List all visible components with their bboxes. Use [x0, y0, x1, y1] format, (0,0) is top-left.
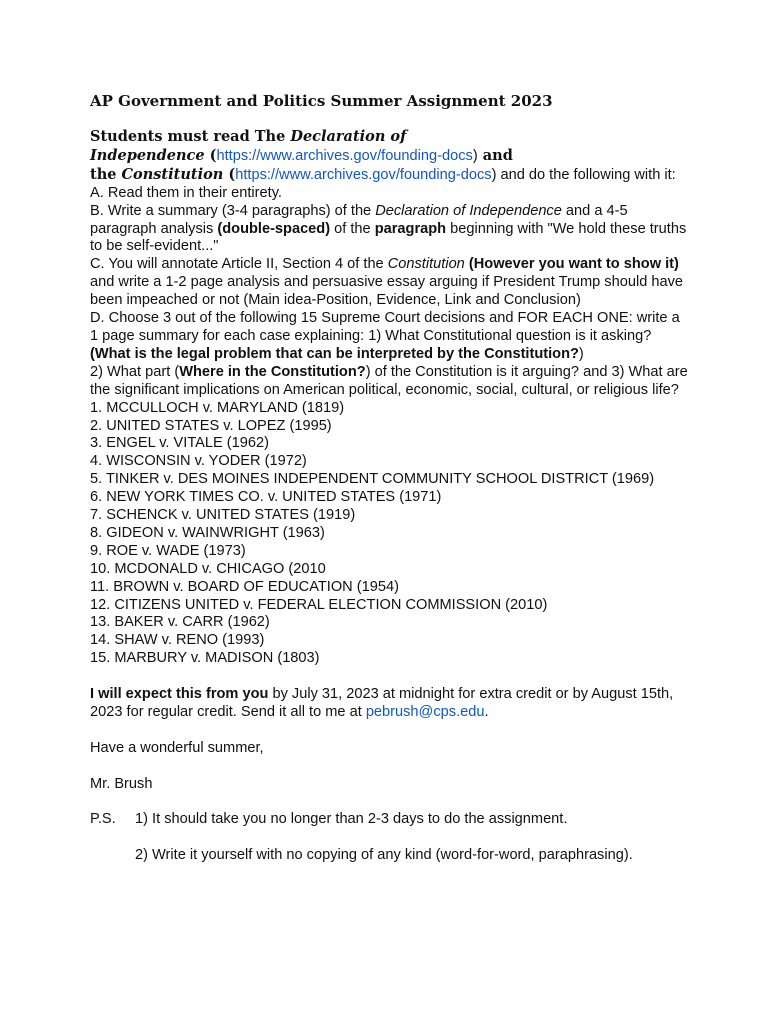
ps-row	[90, 811, 690, 829]
intro-paragraph	[90, 128, 690, 185]
item-c-text-3: and write a 1-2 page analysis and persuasive essay arguing if President Trump should have been impeached or not (Main idea-Position, Evidence, Link and Conclusion)	[90, 274, 684, 309]
case-item: 13. BAKER v. CARR (1962)	[90, 614, 270, 631]
case-item: 2. UNITED STATES v. LOPEZ (1995)	[90, 417, 332, 434]
item-d-text-4: ) of the Constitution is it arguing? and 3) What are the significant implications on American political, economic, social, cultural, or religious life?	[90, 363, 688, 398]
case-item: 14. SHAW v. RENO (1993)	[90, 632, 265, 649]
archives-link-1[interactable]: https://www.archives.gov/founding-docs	[216, 147, 473, 164]
item-b-declaration: Declaration of Independence	[375, 202, 562, 219]
case-item: 10. MCDONALD v. CHICAGO (2010	[90, 560, 326, 577]
item-b-text-1: B. Write a summary (3-4 paragraphs) of the	[90, 202, 376, 219]
case-item: 5. TINKER v. DES MOINES INDEPENDENT COMMUNITY SCHOOL DISTRICT (1969)	[90, 471, 655, 488]
document-page	[90, 90, 690, 865]
ps-line-2: 2) Write it yourself with no copying of any kind (word-for-word, paraphrasing).	[135, 847, 633, 864]
the-word: the	[90, 165, 122, 183]
item-c	[90, 256, 690, 310]
case-item: 9. ROE v. WADE (1973)	[90, 542, 246, 559]
and-word: and	[477, 146, 513, 164]
item-d	[90, 310, 690, 400]
spacer	[90, 793, 690, 811]
item-b-text-4: beginning with "We hold these truths to be self-evident..."	[90, 220, 687, 255]
constitution-title: Constitution	[121, 165, 224, 183]
paren-open-1: (	[204, 146, 217, 164]
deadline-paragraph	[90, 686, 690, 722]
spacer	[90, 829, 690, 847]
item-c-constitution: Constitution	[387, 256, 465, 273]
item-b-text-2: and a 4-5 paragraph analysis	[90, 202, 628, 237]
item-d-bold-2: Where in the Constitution?	[179, 363, 366, 380]
item-b-text-3: of the	[330, 220, 375, 237]
case-item: 8. GIDEON v. WAINWRIGHT (1963)	[90, 524, 325, 541]
item-d-text-3: 2) What part (	[90, 363, 180, 380]
spacer	[90, 668, 690, 686]
deadline-text: by July 31, 2023 at midnight for extra credit or by August 15th, 2023 for regular credit. Send it all to me at	[90, 686, 674, 720]
case-list	[90, 400, 690, 669]
spacer	[90, 758, 690, 776]
case-item: 3. ENGEL v. VITALE (1962)	[90, 435, 269, 452]
item-d-text-1: D. Choose 3 out of the following 15 Supreme Court decisions and FOR EACH ONE: write a 1 page summary for each case explaining: 1) What Constitutional question is it asking?	[90, 310, 680, 344]
case-item: 15. MARBURY v. MADISON (1803)	[90, 650, 320, 667]
item-c-text-1: C. You will annotate Article II, Section 4 of the	[90, 256, 388, 273]
document-title: AP Government and Politics Summer Assignment 2023	[90, 92, 553, 110]
spacer	[90, 722, 690, 740]
item-b-paragraph: paragraph	[374, 220, 447, 237]
case-item: 4. WISCONSIN v. YODER (1972)	[90, 453, 307, 470]
item-c-bold: (However you want to show it)	[468, 256, 679, 273]
email-link[interactable]: pebrush@cps.edu	[365, 703, 485, 720]
case-item: 7. SCHENCK v. UNITED STATES (1919)	[90, 507, 356, 524]
case-item: 6. NEW YORK TIMES CO. v. UNITED STATES (1971)	[90, 489, 442, 506]
declaration-title-cont: Independence	[90, 146, 205, 164]
item-d-text-2: )	[578, 345, 584, 362]
archives-link-2[interactable]: https://www.archives.gov/founding-docs	[235, 166, 492, 183]
item-b-double-spaced: (double-spaced)	[217, 220, 331, 237]
case-item: 12. CITIZENS UNITED v. FEDERAL ELECTION COMMISSION (2010)	[90, 596, 548, 613]
signature: Mr. Brush	[90, 775, 153, 792]
deadline-bold: I will expect this from you	[90, 686, 269, 703]
deadline-end: .	[484, 703, 489, 720]
case-item: 11. BROWN v. BOARD OF EDUCATION (1954)	[90, 578, 399, 595]
item-a: A. Read them in their entirety.	[90, 184, 282, 201]
item-d-bold-1: (What is the legal problem that can be interpreted by the Constitution?	[90, 345, 579, 362]
intro-rest: ) and do the following with it:	[491, 166, 676, 183]
ps-line-1: 1) It should take you no longer than 2-3 days to do the assignment.	[135, 811, 568, 828]
closing-line: Have a wonderful summer,	[90, 739, 264, 756]
ps-label: P.S.	[90, 811, 116, 828]
paren-close-1: )	[472, 147, 478, 164]
intro-lead: Students must read The	[90, 128, 291, 145]
case-item: 1. MCCULLOCH v. MARYLAND (1819)	[90, 399, 345, 416]
item-b	[90, 203, 690, 257]
paren-open-2: (	[223, 165, 236, 183]
declaration-title: Declaration of	[290, 128, 407, 145]
